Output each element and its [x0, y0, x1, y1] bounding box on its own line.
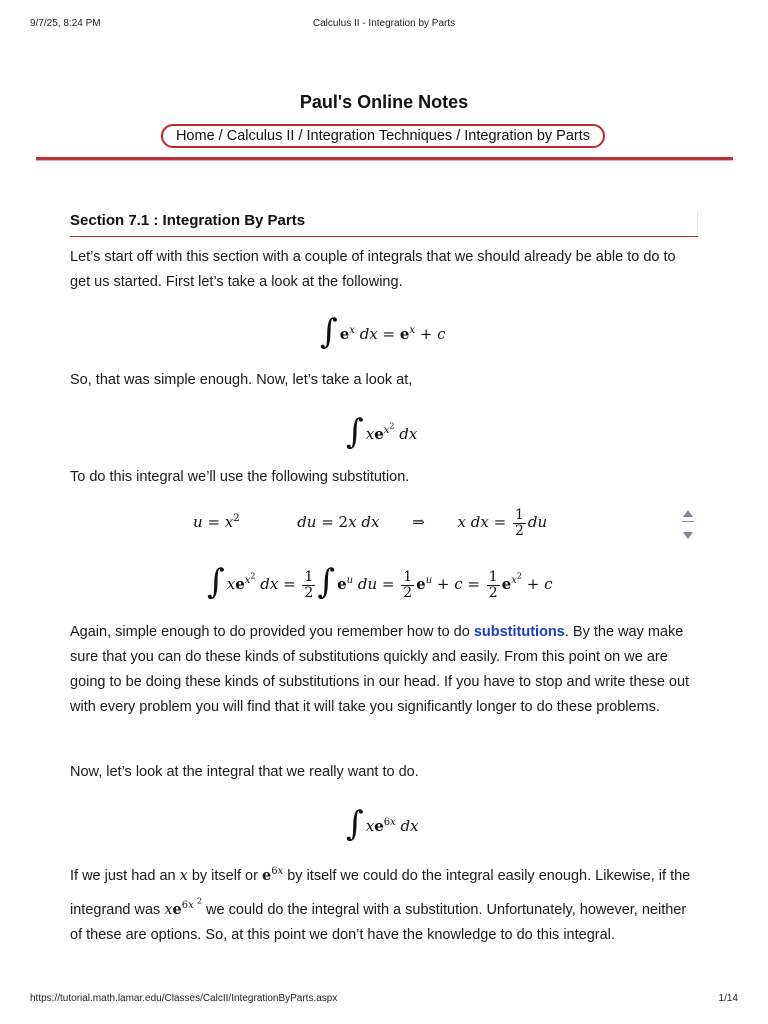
- inline-math-xe6x2: $xe^{6x ^2}$: [164, 896, 203, 918]
- scroll-down-icon[interactable]: [683, 532, 693, 539]
- paragraph-3: To do this integral we’ll use the following substitution.: [70, 469, 410, 485]
- paragraph-2: So, that was simple enough. Now, let’s take a look at,: [70, 372, 413, 388]
- inline-math-e6x: $e^{6x}$: [261, 866, 284, 884]
- breadcrumb: [161, 124, 605, 148]
- breadcrumb-separator: /: [214, 128, 227, 144]
- paragraph-4: [70, 620, 698, 720]
- paragraph-5: Now, let’s look at the integral that we really want to do.: [70, 764, 419, 780]
- substitutions-link[interactable]: substitutions: [473, 624, 565, 640]
- breadcrumb-separator: /: [294, 128, 307, 144]
- section-divider: [70, 236, 698, 237]
- header-divider: [36, 157, 733, 160]
- equation-integral-x-e6x: ∫ $xe^{6x}$ dx: [346, 804, 419, 844]
- equation-integral-x-ex2: ∫ $xe^{x^2}$ dx: [346, 412, 418, 452]
- equation-integral-ex: ∫ $e^x$ dx = $e^x + c$: [320, 312, 446, 352]
- scroll-arrows-icon[interactable]: [680, 510, 698, 542]
- breadcrumb-calculus-ii[interactable]: Calculus II: [226, 128, 295, 144]
- print-url: https://tutorial.math.lamar.edu/Classes/CalcII/IntegrationByParts.aspx: [30, 993, 338, 1004]
- paragraph-6-text-b: by itself or: [187, 867, 262, 884]
- equation-substitution-result: ∫ $xe^{x^2}$ dx = $\frac{1}{2}$ ∫ $e^u$ du = $\frac{1}{2}$ $e^u + c$ = $\frac{1}{2}$ $e^{x^2} + c$: [207, 562, 553, 602]
- site-title[interactable]: Paul's Online Notes: [299, 92, 469, 112]
- paragraph-4-text: Again, simple enough to do provided you remember how to do: [70, 624, 474, 640]
- breadcrumb-integration-techniques[interactable]: Integration Techniques: [306, 128, 453, 144]
- print-footer: [0, 993, 768, 1007]
- inline-math-x: x: [179, 867, 188, 884]
- print-datetime: 9/7/25, 8:24 PM: [30, 18, 101, 29]
- breadcrumb-home[interactable]: Home: [175, 128, 215, 144]
- print-title: Calculus II - Integration by Parts: [312, 18, 456, 29]
- paragraph-6-text-c: by itself we could do the integral easily enough. Likewise, if the integrand was: [70, 867, 691, 918]
- paragraph-6-text-a: If we just had an: [70, 867, 180, 884]
- breadcrumb-current: Integration by Parts: [464, 128, 591, 144]
- section-heading: Section 7.1 : Integration By Parts: [70, 212, 698, 236]
- scroll-divider: [682, 521, 694, 522]
- breadcrumb-separator: /: [452, 128, 465, 144]
- scroll-up-icon[interactable]: [683, 510, 693, 517]
- equation-substitution: $u = x^2$ du = 2x dx ⇒ x dx = $\frac{1}{2}$ du: [193, 507, 548, 539]
- print-page-number: 1/14: [718, 993, 738, 1004]
- paragraph-4-text-cont: . By the way make sure that you can do these kinds of substitutions quickly and easily. From this point on we are going to be doing these kinds of substitutions in our head. If you have to stop and write these out with every problem you will find that it will take you significantly longer to do these problems.: [70, 624, 690, 715]
- print-header: [0, 18, 768, 32]
- paragraph-6-text-d: we could do the integral with a substitution. Unfortunately, however, neither of these are options. So, at this point we don’t have the knowledge to do this integral.: [70, 901, 687, 943]
- intro-paragraph: Let’s start off with this section with a couple of integrals that we should already be able to do to get us started. First let’s take a look at the following.: [70, 249, 676, 290]
- paragraph-6: [70, 859, 698, 948]
